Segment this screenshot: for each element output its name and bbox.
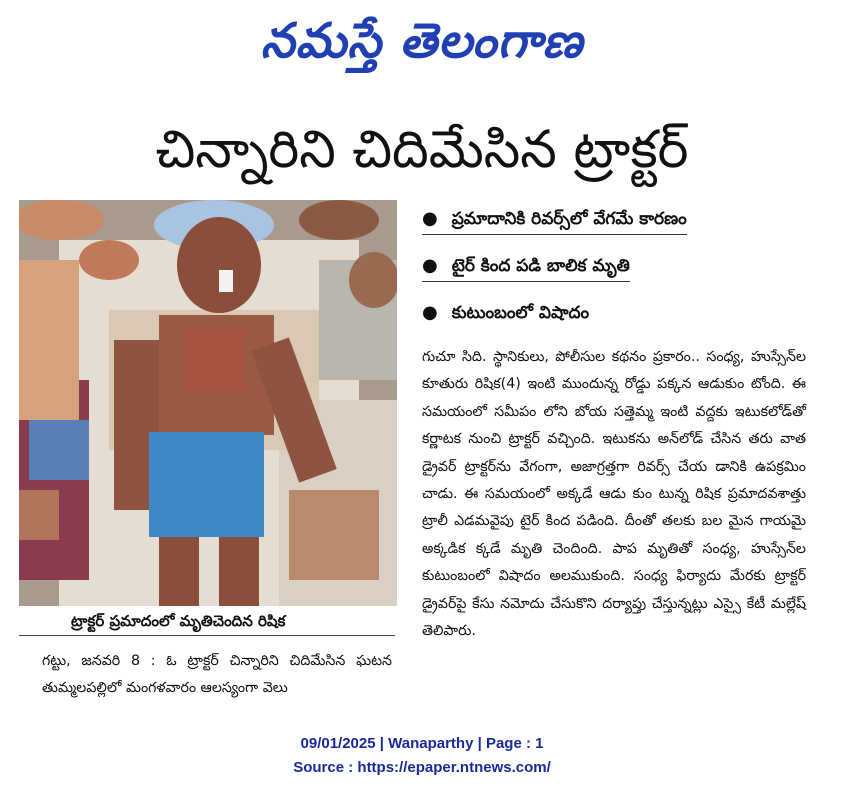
bullet-dot-icon: ● [422, 255, 438, 276]
footer-source-link[interactable]: Source : https://epaper.ntnews.com/ [293, 759, 551, 776]
article-body-left-column: గట్టు, జనవరి 8 : ఓ ట్రాక్టర్ చిన్నారిని చిదిమేసిన ఘటన తుమ్మలపల్లిలో మంగళవారం ఆలస్యంగా వెలు [42, 653, 392, 697]
bullet-text: టైర్ కింద పడి బాలిక మృతి [451, 256, 630, 276]
page-footer [0, 732, 844, 780]
bullet-text: కుటుంబంలో విషాదం [451, 303, 590, 323]
bullet-item [422, 251, 630, 282]
news-photo [19, 200, 397, 606]
article-body-right-column: గుచూ సిది. స్థానికులు, పోలీసుల కథనం ప్రకారం.. సంధ్య, హుస్సేన్‌ల కూతురు రిషిక(4) ఇంటి ముందున్న రోడ్డు పక్కన ఆడుకుం టోంది. ఈ సమయంలో సమీపం లోని బోయ సత్తెమ్మ ఇంటి వద్దకు ఇటుకలోడ్‌తో కర్ణాటక నుంచి ట్రాక్టర్ వచ్చింది. ఇటుకను అన్‌లోడ్ చేసిన తరు వాత డ్రైవర్ ట్రాక్టర్‌ను వేగంగా, అజాగ్రత్తగా రివర్స్ చేయ డానికి ఉపక్రమిం చాడు. ఈ సమయంలో అక్కడే ఆడు కుం టున్న రిషిక ప్రమాదవశాత్తు ట్రాలీ ఎడమవైపు టైర్ కింద పడింది. దీంతో తలకు బల మైన గాయమై అక్కడిక క్కడే మృతి చెందింది. పాప మృతితో సంధ్య, హుస్సేన్‌ల కుటుంబంలో విషాదం అలముకుంది. సంధ్య ఫిర్యాదు మేరకు ట్రాక్టర్ డ్రైవర్‌పై కేసు నమోదు చేసుకొని దర్యాప్తు చేస్తున్నట్లు ఎస్సై కేటీ మల్లేష్ తెలిపారు. [422, 349, 806, 640]
newspaper-masthead: నమస్తే తెలంగాణ [260, 13, 584, 69]
bullet-dot-icon: ● [422, 208, 438, 229]
bullet-item [422, 204, 687, 235]
article-headline: చిన్నారిని చిదిమేసిన ట్రాక్టర్ [155, 120, 689, 180]
footer-date-edition: 09/01/2025 | Wanaparthy | Page : 1 [300, 735, 544, 752]
bullet-text: ప్రమాదానికి రివర్స్‌లో వేగమే కారణం [451, 209, 687, 229]
photo-caption: ట్రాక్టర్ ప్రమాదంలో మృతిచెందిన రిషిక [19, 606, 395, 636]
photo-illustration [19, 200, 397, 606]
bullet-dot-icon: ● [422, 302, 438, 323]
highlight-bullets [422, 204, 792, 344]
bullet-item [422, 298, 589, 328]
